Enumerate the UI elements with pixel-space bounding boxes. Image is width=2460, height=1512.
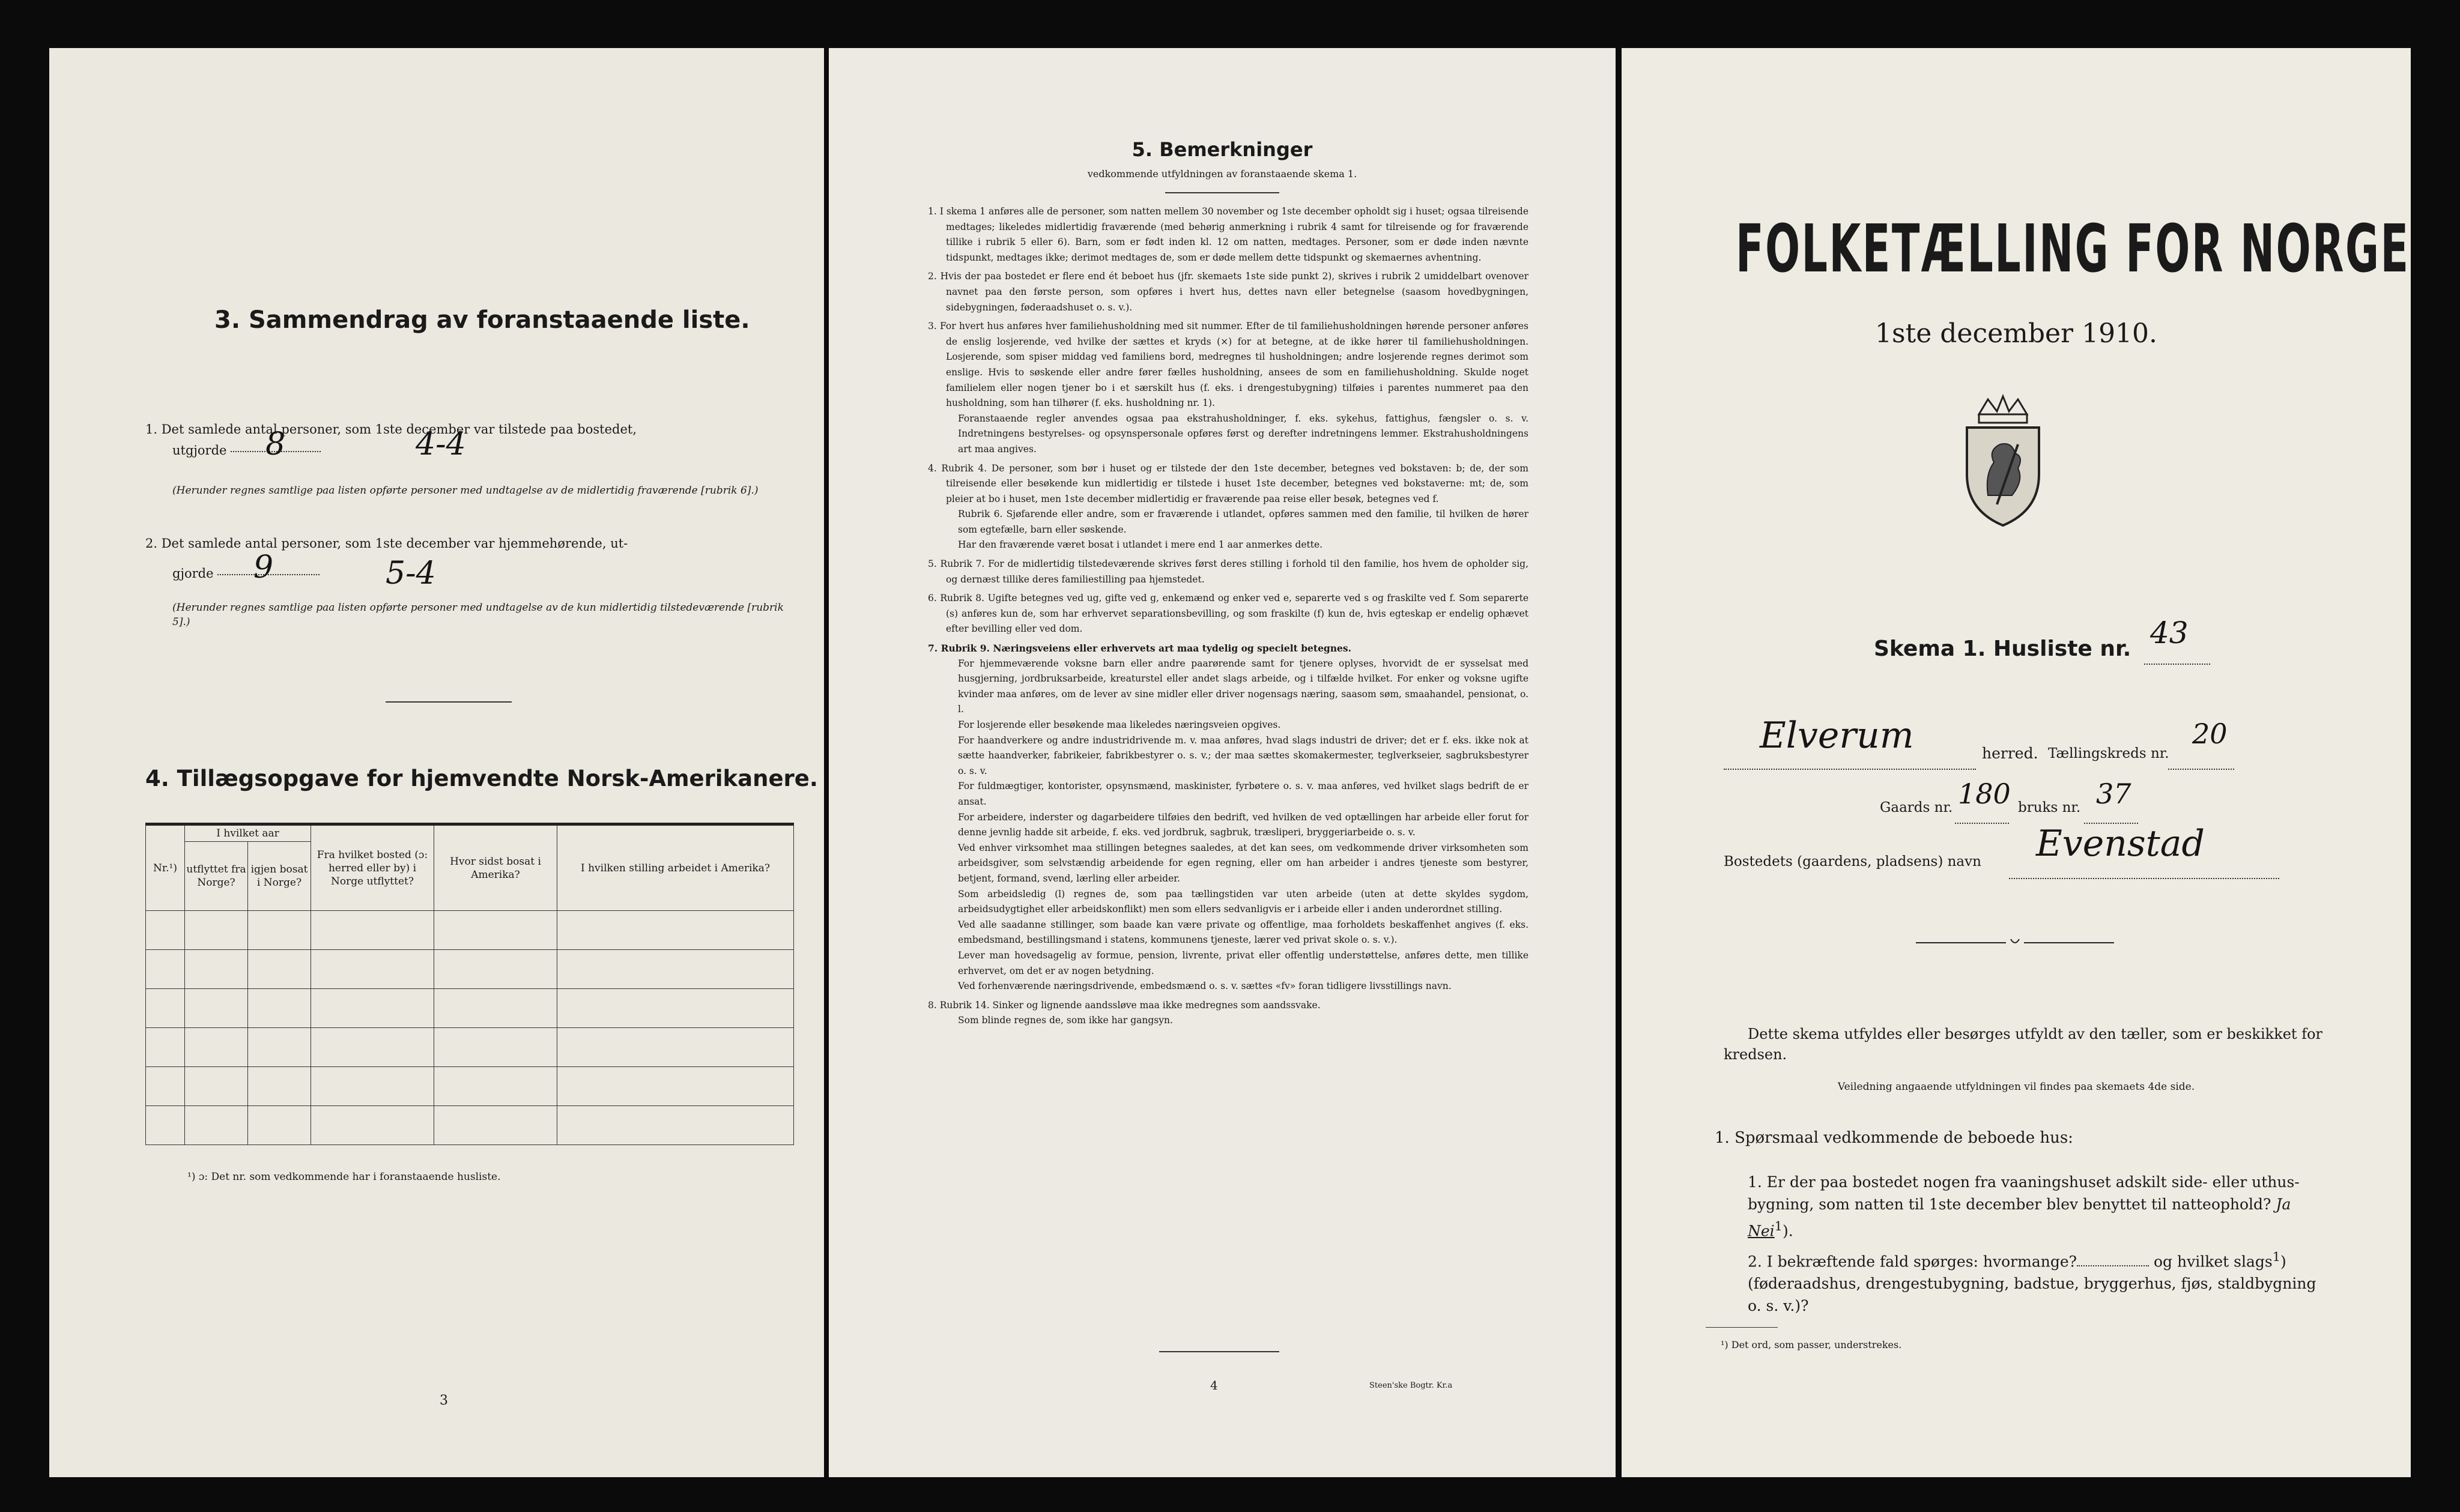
remark-7b: For losjerende eller besøkende maa likeledes næringsveien opgives. — [958, 719, 1281, 730]
page-number: 3 — [440, 1393, 448, 1408]
col-igjen: igjen bosat i Norge? — [248, 842, 311, 911]
remark-7j: Ved forhenværende næringsdrivende, embedsmænd o. s. v. sættes «fv» foran tidligere livsstillings navn. — [958, 981, 1452, 992]
remark-4c: Har den fraværende været bosat i utlandet i mere end 1 aar anmerkes dette. — [958, 539, 1323, 551]
remark-5: 5. Rubrik 7. For de midlertidig tilstedeværende skrives først deres stilling i forhold til den familie, hos hvem de opholder sig, og dernæst tillike deres familiestilling paa hjemstedet. — [928, 558, 1528, 585]
bruks-value: 37 — [2096, 778, 2131, 810]
remark-4: 4. Rubrik 4. De personer, som bør i huset og er tilstede der den 1ste december, betegnes ved bokstaven: b; de, der som tilreisende eller besøkende kun midlertidig er tilstede i huset 1ste december, betegnes ved bokstaverne: mt; de, som pleier at bo i huset, men 1ste december midlertidig er fraværende paa reise eller besøk, betegnes ved f. — [928, 462, 1528, 504]
herred-label: herred. — [1982, 745, 2038, 762]
questions-heading: 1. Spørsmaal vedkommende de beboede hus: — [1715, 1129, 2073, 1147]
summary-item2-text: 2. Det samlede antal personer, som 1ste december var hjemmehørende, ut- — [145, 536, 628, 551]
bottom-divider — [1159, 1351, 1279, 1352]
question-2-part-c: (føderaadshus, drengestubygning, badstue, bryggerhus, fjøs, staldbygning o. s. v.)? — [1748, 1275, 2316, 1315]
table-row — [146, 1028, 794, 1067]
remark-7h: Ved alle saadanne stillinger, som baade kan være private og offentlige, maa forholdets beskaffenhet angives (f. eks. embedsmand, bestillingsmand i statens, kommunens tjeneste, lærer ved privat skole o. s. v.). — [958, 919, 1528, 946]
norsk-amerikanere-table — [145, 823, 794, 1145]
remark-7e: For arbeidere, inderster og dagarbeidere tilføies den bedrift, ved hvilken de ved optællingen har arbeide eller forut for denne jevnlig hadde sit arbeide, f. eks. ved jordbruk, sagbruk, træsliperi, bryggeriarbeide o. s. v. — [958, 811, 1528, 838]
bosted-line — [2009, 866, 2279, 879]
left-page — [49, 48, 824, 1477]
item1-count: 8 — [265, 426, 286, 462]
section3-heading: 3. Sammendrag av foranstaaende liste. — [214, 306, 750, 334]
herred-line — [1724, 757, 1976, 770]
husliste-line — [2144, 652, 2210, 665]
answer-nei[interactable]: Nei — [1748, 1222, 1775, 1240]
bruks-line — [2084, 811, 2138, 824]
table-row — [146, 950, 794, 989]
skema-label: Skema 1. Husliste nr. — [1874, 637, 2131, 661]
bruks-label: bruks nr. — [2018, 800, 2081, 815]
form-footnote: ¹) Det ord, som passer, understrekes. — [1721, 1339, 1902, 1350]
remark-1: 1. I skema 1 anføres alle de personer, som natten mellem 30 november og 1ste december opholdt sig i huset; ogsaa tilreisende medtages; likeledes midlertidig fraværende (med behørig anmerkning i rubrik 4 samt for tilreisende og for fraværende tillike i rubrik 5 eller 6). Barn, som er født inden kl. 12 om natten, medtages. Personer, som er døde inden nævnte tidspunkt, medtages ikke; derimot medtages de, som er døde mellem dette tidspunkt og skemaernes avhentning. — [928, 206, 1528, 263]
table-row — [146, 911, 794, 950]
ornament-divider-icon — [1916, 937, 2114, 949]
item2-count: 9 — [253, 549, 274, 585]
summary-item1-text: 1. Det samlede antal personer, som 1ste december var tilstede paa bostedet, — [145, 422, 637, 437]
remark-7a: For hjemmeværende voksne barn eller andre paarørende samt for tjenere oplyses, hvorvidt de er sysselsat med husgjerning, jordbruksarbeide, kreaturstel eller andet slags arbeide, og i tilfælde hvilket. For enker og voksne ugifte kvinder maa anføres, om de lever av sine midler eller driver nogensags næring, saasom søm, smaahandel, pensionat, o. l. — [958, 658, 1528, 715]
remark-6: 6. Rubrik 8. Ugifte betegnes ved ug, gifte ved g, enkemænd og enker ved e, separerte ved s og fraskilte ved f. Som separerte (s) anføres kun de, som har erhvervet separationsbevilling, og som fraskilte (f) kun de, hvis egteskap er endelig ophævet efter bevilling eller ved dom. — [928, 593, 1528, 635]
remark-8b: Som blinde regnes de, som ikke har gangsyn. — [958, 1015, 1173, 1026]
norway-coat-of-arms-icon — [1952, 390, 2054, 528]
item2-handwritten-note: 5-4 — [386, 555, 436, 591]
form-date: 1ste december 1910. — [1874, 318, 2158, 349]
bemerkninger-subheading: vedkommende utfyldningen av foranstaaende skema 1. — [1087, 168, 1357, 180]
remark-7f: Ved enhver virksomhet maa stillingen betegnes saaledes, at det kan sees, om vedkommende driver virksomheten som arbeidsgiver, som selvstændig arbeidende for egen regning, eller om han arbeider i andres tjeneste som bestyrer, betjent, formand, svend, lærling eller arbeider. — [958, 842, 1528, 884]
col-group-year: I hvilket aar — [185, 824, 311, 842]
col-utflyttet: utflyttet fra Norge? — [185, 842, 248, 911]
husliste-number: 43 — [2150, 615, 2189, 650]
col-nr: Nr.¹) — [146, 824, 185, 911]
remark-7d: For fuldmægtiger, kontorister, opsynsmænd, maskinister, fyrbøtere o. s. v. maa anføres, ved hvilket slags bedrift de er ansat. — [958, 781, 1528, 807]
bemerkninger-heading: 5. Bemerkninger — [1132, 138, 1313, 161]
question-2-part-b: og hvilket slags — [2154, 1253, 2273, 1271]
remark-3: 3. For hvert hus anføres hver familiehusholdning med sit nummer. Efter de til familiehusholdningen hørende personer anføres de enslig losjerende, ved hvilke der sættes et kryds (×) for at betegne, at de ikke hører til familiehusholdningen. Losjerende, som spiser middag ved familiens bord, medregnes til husholdningen; andre losjerende regnes derimot som enslige. Hvis to søskende eller andre fører fælles husholdning, ansees de som en familiehusholdning. Skulde noget familielem eller nogen tjener bo i et særskilt hus (f. eks. i drengestubygning) tilføies i parentes nummeret paa den husholdning, som han tilhører (f. eks. husholdning nr. 1). — [928, 321, 1528, 409]
gaards-label: Gaards nr. — [1880, 800, 1953, 815]
col-hvor-sidst: Hvor sidst bosat i Amerika? — [434, 824, 557, 911]
col-stilling: I hvilken stilling arbeidet i Amerika? — [557, 824, 794, 911]
table-footnote: ¹) ɔ: Det nr. som vedkommende har i foranstaaende husliste. — [187, 1171, 501, 1183]
remark-2: 2. Hvis der paa bostedet er flere end ét beboet hus (jfr. skemaets 1ste side punkt 2), skrives i rubrik 2 umiddelbart ovenover navnet paa den første person, som opføres i hvert hus, dettes navn eller betegnelse (saasom hovedbygningen, sidebygningen, føderaadshuset o. s. v.). — [928, 271, 1528, 313]
middle-page — [829, 48, 1616, 1477]
taellingskreds-line — [2168, 757, 2234, 770]
page-number: 4 — [1210, 1378, 1218, 1393]
remark-7c: For haandverkere og andre industridrivende m. v. maa anføres, hvad slags industri de driver; det er f. eks. ikke nok at sætte haandverker, fabrikeier, fabrikbestyrer o. s. v.; der maa sættes skomakermester, teglverkseier, sagbruksbestyrer o. s. v. — [958, 734, 1528, 776]
item1-note: (Herunder regnes samtlige paa listen opførte personer med undtagelse av de midlertidig fraværende [rubrik 6].) — [172, 485, 759, 497]
table-row — [146, 1106, 794, 1145]
section4-heading: 4. Tillægsopgave for hjemvendte Norsk-Amerikanere. — [145, 766, 818, 791]
right-page — [1622, 48, 2411, 1477]
instruction-text: Dette skema utfyldes eller besørges utfyldt av den tæller, som er beskikket for kredsen. — [1724, 1026, 2323, 1063]
remark-7: 7. Rubrik 9. Næringsveiens eller erhvervets art maa tydelig og specielt betegnes. — [928, 643, 1352, 655]
gaards-value: 180 — [1958, 778, 2011, 810]
summary-item2-line — [172, 564, 533, 600]
gaards-line — [1955, 811, 2009, 824]
heading-divider — [1165, 192, 1279, 193]
question-1-text: 1. Er der paa bostedet nogen fra vaaningshuset adskilt side- eller uthus-bygning, som natten til 1ste december blev benyttet til natteophold? — [1748, 1173, 2300, 1213]
remark-3b: Foranstaaende regler anvendes ogsaa paa ekstrahusholdninger, f. eks. sykehus, fattighus, fængsler o. s. v. Indretningens bestyrelses- og opsynspersonale opføres først og derefter indretningens lemmer. Ekstrahusholdningens art maa angives. — [958, 413, 1528, 455]
answer-ja[interactable]: Ja — [2276, 1196, 2291, 1213]
taellingskreds-label: Tællingskreds nr. — [2048, 746, 2169, 761]
remark-8: 8. Rubrik 14. Sinker og lignende aandssløve maa ikke medregnes som aandssvake. — [928, 999, 1321, 1011]
item1-handwritten-note: 4-4 — [416, 426, 466, 462]
bemerkninger-body — [928, 204, 1528, 1029]
printer-mark: Steen'ske Bogtr. Kr.a — [1369, 1381, 1453, 1390]
item2-utgjorde-label: gjorde — [172, 566, 214, 581]
divider — [386, 701, 512, 703]
remark-4b: Rubrik 6. Sjøfarende eller andre, som er fraværende i utlandet, opføres sammen med den familie, til hvilken de hører som egtefælle, barn eller søskende. — [958, 509, 1528, 535]
question-2: 2. I bekræftende fald spørges: hvormange? og hvilket slags$^1$) (føderaadshus, drengestubygning, badstue, bryggerhus, fjøs, staldbygning o. s. v.)? — [1748, 1250, 2316, 1315]
col-fra-bosted: Fra hvilket bosted (ɔ: herred eller by) i Norge utflyttet? — [311, 824, 434, 911]
form-title: FOLKETÆLLING FOR NORGE — [1736, 210, 2410, 287]
question-2-part-a: 2. I bekræftende fald spørges: hvormange? — [1748, 1253, 2077, 1271]
item1-utgjorde-label: utgjorde — [172, 443, 227, 458]
footnote-rule — [1706, 1327, 1778, 1328]
instruction-small: Veiledning angaaende utfyldningen vil findes paa skemaets 4de side. — [1837, 1081, 2195, 1093]
bosted-label: Bostedets (gaardens, pladsens) navn — [1724, 854, 1981, 869]
table-row — [146, 989, 794, 1028]
table-row — [146, 1067, 794, 1106]
remark-7i: Lever man hovedsagelig av formue, pension, livrente, privat eller offentlig understøttelse, anføres dette, men tillike erhvervet, om det er av nogen betydning. — [958, 949, 1528, 976]
bosted-value: Evenstad — [2036, 823, 2205, 865]
taellingskreds-value: 20 — [2192, 718, 2228, 750]
summary-item1-line — [172, 441, 533, 477]
question-1: 1. Er der paa bostedet nogen fra vaaningshuset adskilt side- eller uthus-bygning, som natten til 1ste december blev benyttet til natteophold? Ja Nei$^1$). — [1748, 1173, 2300, 1240]
remark-7g: Som arbeidsledig (l) regnes de, som paa tællingstiden var uten arbeide (uten at dette skyldes sygdom, arbeidsudygtighet eller arbeidskonflikt) men som ellers sedvanligvis er i arbeide eller i anden underordnet stilling. — [958, 888, 1528, 915]
herred-value: Elverum — [1760, 715, 1914, 757]
item2-note: (Herunder regnes samtlige paa listen opførte personer med undtagelse av de kun midlertidig tilstedeværende [rubrik 5].) — [172, 602, 784, 628]
